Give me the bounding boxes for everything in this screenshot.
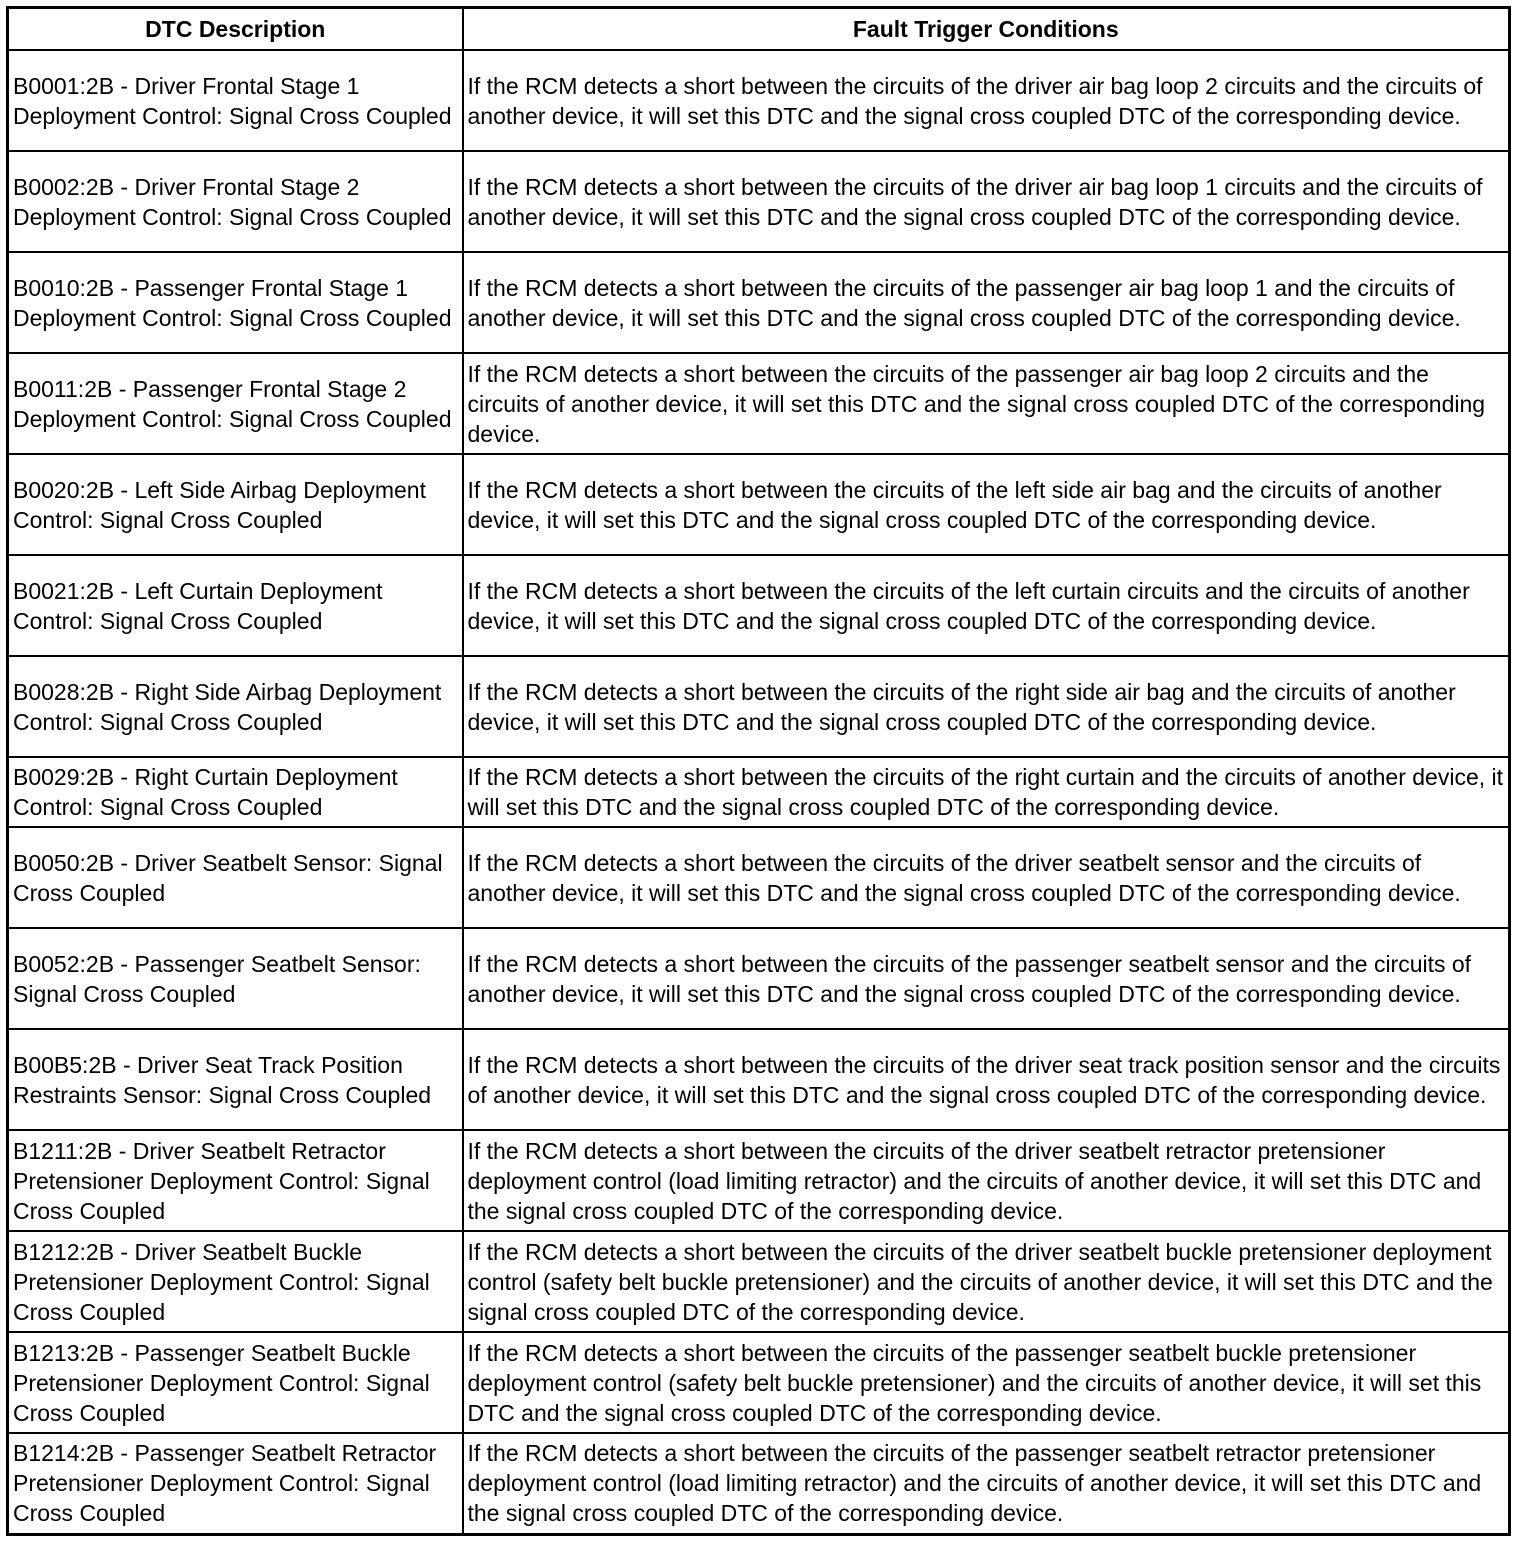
table-row bbox=[8, 1332, 1510, 1433]
table-row bbox=[8, 1130, 1510, 1231]
table-row bbox=[8, 151, 1510, 252]
table-row bbox=[8, 757, 1510, 827]
dtc-description-cell: B1214:2B - Passenger Seatbelt Retractor Pretensioner Deployment Control: Signal Cross Coupled bbox=[8, 1433, 463, 1534]
fault-conditions-cell: If the RCM detects a short between the circuits of the passenger air bag loop 1 and the circuits of another device, it will set this DTC and the signal cross coupled DTC of the corresponding device. bbox=[463, 252, 1510, 353]
dtc-description-cell: B0050:2B - Driver Seatbelt Sensor: Signal Cross Coupled bbox=[8, 827, 463, 928]
header-fault-trigger-conditions: Fault Trigger Conditions bbox=[463, 8, 1510, 51]
table-body bbox=[8, 50, 1510, 1534]
dtc-description-cell: B0011:2B - Passenger Frontal Stage 2 Deployment Control: Signal Cross Coupled bbox=[8, 353, 463, 454]
fault-conditions-cell: If the RCM detects a short between the circuits of the driver seatbelt retractor pretensioner deployment control (load limiting retractor) and the circuits of another device, it will set this DTC and the signal cross coupled DTC of the corresponding device. bbox=[463, 1130, 1510, 1231]
table-row bbox=[8, 928, 1510, 1029]
table-row bbox=[8, 555, 1510, 656]
table-row bbox=[8, 1029, 1510, 1130]
table-row bbox=[8, 656, 1510, 757]
dtc-description-cell: B0002:2B - Driver Frontal Stage 2 Deployment Control: Signal Cross Coupled bbox=[8, 151, 463, 252]
fault-conditions-cell: If the RCM detects a short between the circuits of the driver seatbelt sensor and the circuits of another device, it will set this DTC and the signal cross coupled DTC of the corresponding device. bbox=[463, 827, 1510, 928]
fault-conditions-cell: If the RCM detects a short between the circuits of the passenger seatbelt retractor pretensioner deployment control (load limiting retractor) and the circuits of another device, it will set this DTC and the signal cross coupled DTC of the corresponding device. bbox=[463, 1433, 1510, 1534]
dtc-description-cell: B1213:2B - Passenger Seatbelt Buckle Pretensioner Deployment Control: Signal Cross Coupled bbox=[8, 1332, 463, 1433]
dtc-table bbox=[6, 6, 1511, 1536]
fault-conditions-cell: If the RCM detects a short between the circuits of the passenger seatbelt buckle pretensioner deployment control (safety belt buckle pretensioner) and the circuits of another device, it will set this DTC and the signal cross coupled DTC of the corresponding device. bbox=[463, 1332, 1510, 1433]
dtc-description-cell: B0052:2B - Passenger Seatbelt Sensor: Signal Cross Coupled bbox=[8, 928, 463, 1029]
fault-conditions-cell: If the RCM detects a short between the circuits of the left side air bag and the circuits of another device, it will set this DTC and the signal cross coupled DTC of the corresponding device. bbox=[463, 454, 1510, 555]
fault-conditions-cell: If the RCM detects a short between the circuits of the driver seat track position sensor and the circuits of another device, it will set this DTC and the signal cross coupled DTC of the corresponding device. bbox=[463, 1029, 1510, 1130]
table-row bbox=[8, 1433, 1510, 1534]
fault-conditions-cell: If the RCM detects a short between the circuits of the passenger seatbelt sensor and the circuits of another device, it will set this DTC and the signal cross coupled DTC of the corresponding device. bbox=[463, 928, 1510, 1029]
dtc-description-cell: B0028:2B - Right Side Airbag Deployment Control: Signal Cross Coupled bbox=[8, 656, 463, 757]
table-row bbox=[8, 50, 1510, 151]
fault-conditions-cell: If the RCM detects a short between the circuits of the left curtain circuits and the circuits of another device, it will set this DTC and the signal cross coupled DTC of the corresponding device. bbox=[463, 555, 1510, 656]
dtc-description-cell: B0029:2B - Right Curtain Deployment Control: Signal Cross Coupled bbox=[8, 757, 463, 827]
fault-conditions-cell: If the RCM detects a short between the circuits of the right curtain and the circuits of another device, it will set this DTC and the signal cross coupled DTC of the corresponding device. bbox=[463, 757, 1510, 827]
table-row bbox=[8, 454, 1510, 555]
table-row bbox=[8, 1231, 1510, 1332]
table-row bbox=[8, 827, 1510, 928]
table-header bbox=[8, 8, 1510, 51]
dtc-description-cell: B1211:2B - Driver Seatbelt Retractor Pretensioner Deployment Control: Signal Cross Coupled bbox=[8, 1130, 463, 1231]
dtc-description-cell: B0010:2B - Passenger Frontal Stage 1 Deployment Control: Signal Cross Coupled bbox=[8, 252, 463, 353]
fault-conditions-cell: If the RCM detects a short between the circuits of the driver air bag loop 1 circuits and the circuits of another device, it will set this DTC and the signal cross coupled DTC of the corresponding device. bbox=[463, 151, 1510, 252]
header-dtc-description: DTC Description bbox=[8, 8, 463, 51]
dtc-description-cell: B0021:2B - Left Curtain Deployment Control: Signal Cross Coupled bbox=[8, 555, 463, 656]
fault-conditions-cell: If the RCM detects a short between the circuits of the right side air bag and the circuits of another device, it will set this DTC and the signal cross coupled DTC of the corresponding device. bbox=[463, 656, 1510, 757]
fault-conditions-cell: If the RCM detects a short between the circuits of the passenger air bag loop 2 circuits and the circuits of another device, it will set this DTC and the signal cross coupled DTC of the corresponding device. bbox=[463, 353, 1510, 454]
dtc-description-cell: B0020:2B - Left Side Airbag Deployment Control: Signal Cross Coupled bbox=[8, 454, 463, 555]
dtc-description-cell: B1212:2B - Driver Seatbelt Buckle Pretensioner Deployment Control: Signal Cross Coupled bbox=[8, 1231, 463, 1332]
table-row bbox=[8, 252, 1510, 353]
fault-conditions-cell: If the RCM detects a short between the circuits of the driver seatbelt buckle pretensioner deployment control (safety belt buckle pretensioner) and the circuits of another device, it will set this DTC and the signal cross coupled DTC of the corresponding device. bbox=[463, 1231, 1510, 1332]
header-row bbox=[8, 8, 1510, 51]
table-row bbox=[8, 353, 1510, 454]
dtc-description-cell: B00B5:2B - Driver Seat Track Position Restraints Sensor: Signal Cross Coupled bbox=[8, 1029, 463, 1130]
dtc-description-cell: B0001:2B - Driver Frontal Stage 1 Deployment Control: Signal Cross Coupled bbox=[8, 50, 463, 151]
fault-conditions-cell: If the RCM detects a short between the circuits of the driver air bag loop 2 circuits and the circuits of another device, it will set this DTC and the signal cross coupled DTC of the corresponding device. bbox=[463, 50, 1510, 151]
